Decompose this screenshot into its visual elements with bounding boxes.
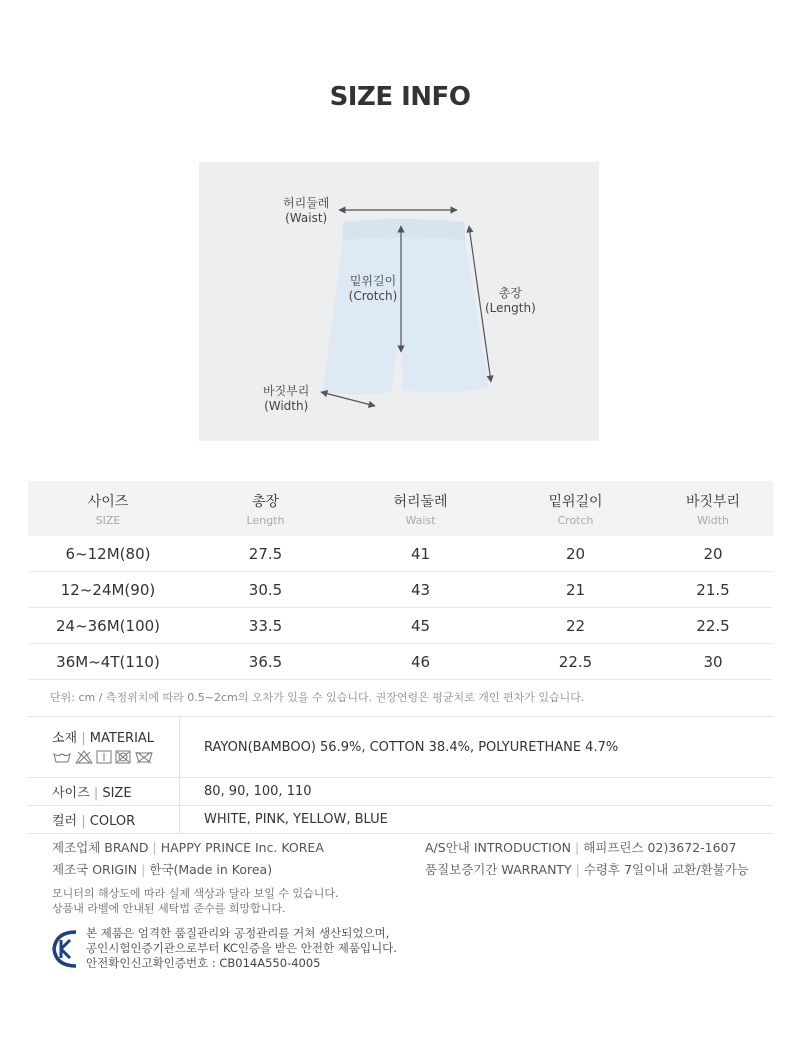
size-label: 사이즈 | SIZE (28, 778, 180, 805)
length-cell: 27.5 (248, 544, 283, 563)
crotch-label: 밑위길이 (Crotch) (348, 274, 398, 303)
waist-label: 허리둘레 (Waist) (283, 196, 330, 225)
disclaimer (52, 886, 339, 916)
shorts-body-shape (323, 237, 489, 395)
width-cell: 22.5 (696, 616, 730, 635)
no-dry-clean-icon (134, 750, 154, 767)
kc-line: 본 제품은 엄격한 품질관리와 공정관리를 거쳐 생산되었으며, (86, 926, 390, 940)
brand-line: 제조업체 BRAND | HAPPY PRINCE Inc. KOREA (52, 840, 324, 855)
width-cell: 30 (703, 652, 723, 671)
length-label: 총장 (Length) (485, 286, 536, 315)
measurement-note: 단위: cm / 측정위치에 따라 0.5~2cm의 오차가 있을 수 있습니다. 권장연령은 평균치로 개인 편차가 있습니다. (50, 691, 585, 704)
header-crotch: 밑위길이 Crotch (548, 493, 603, 527)
no-tumble-dry-icon (115, 750, 131, 767)
length-cell: 33.5 (248, 616, 283, 635)
material-row (28, 717, 773, 778)
disclaimer-line: 모니터의 해상도에 따라 실제 색상과 달라 보일 수 있습니다. (52, 887, 339, 900)
no-bleach-icon (75, 750, 93, 767)
waist-cell: 41 (410, 544, 431, 563)
kc-mark-icon (50, 928, 80, 974)
crotch-cell: 22 (565, 616, 586, 635)
table-row (28, 536, 773, 572)
waist-cell: 46 (410, 652, 431, 671)
kc-line: 공인시험인증기관으로부터 KC인증을 받은 안전한 제품입니다. (86, 941, 397, 955)
kc-line: 안전확인신고확인증번호 : CB014A550-4005 (86, 956, 321, 970)
waist-cell: 45 (410, 616, 431, 635)
color-value: WHITE, PINK, YELLOW, BLUE (204, 812, 388, 827)
size-row (28, 778, 773, 806)
header-size: 사이즈 SIZE (87, 493, 129, 527)
length-cell: 36.5 (248, 652, 283, 671)
size-table (28, 481, 773, 680)
crotch-cell: 22.5 (558, 652, 593, 671)
crotch-cell: 21 (565, 580, 586, 599)
product-info-table (28, 716, 773, 834)
line-dry-icon (96, 750, 112, 767)
kc-certification-text (86, 926, 397, 971)
width-label: 바짓부리 (Width) (263, 384, 310, 413)
size-diagram (199, 162, 599, 441)
table-row (28, 644, 773, 680)
as-line: A/S안내 INTRODUCTION | 해피프린스 02)3672-1607 (425, 840, 737, 855)
size-table-header (28, 481, 773, 536)
length-cell: 30.5 (248, 580, 283, 599)
hand-wash-icon (52, 750, 72, 767)
header-width: 바짓부리 Width (685, 493, 741, 527)
size-cell: 6~12M(80) (65, 544, 151, 563)
warranty-line: 품질보증기간 WARRANTY | 수령후 7일이내 교환/환불가능 (425, 862, 749, 877)
care-icons (52, 750, 179, 767)
origin-line: 제조국 ORIGIN | 한국(Made in Korea) (52, 862, 273, 877)
disclaimer-line: 상품내 라벨에 안내된 세탁법 준수를 희망합니다. (52, 902, 286, 915)
width-cell: 20 (703, 544, 723, 563)
width-cell: 21.5 (696, 580, 730, 599)
color-label: 컬러 | COLOR (28, 806, 180, 833)
crotch-cell: 20 (565, 544, 586, 563)
color-row (28, 806, 773, 834)
table-row (28, 572, 773, 608)
size-cell: 36M~4T(110) (56, 652, 160, 671)
header-length: 총장 Length (246, 493, 285, 527)
table-row (28, 608, 773, 644)
size-value: 80, 90, 100, 110 (204, 784, 312, 799)
header-waist: 허리둘레 Waist (393, 493, 448, 527)
size-cell: 24~36M(100) (55, 616, 161, 635)
waist-cell: 43 (410, 580, 431, 599)
material-value: RAYON(BAMBOO) 56.9%, COTTON 38.4%, POLYURETHANE 4.7% (204, 739, 619, 755)
material-label: 소재 | MATERIAL (28, 717, 180, 777)
size-cell: 12~24M(90) (60, 580, 156, 599)
page-title: SIZE INFO (329, 82, 471, 112)
